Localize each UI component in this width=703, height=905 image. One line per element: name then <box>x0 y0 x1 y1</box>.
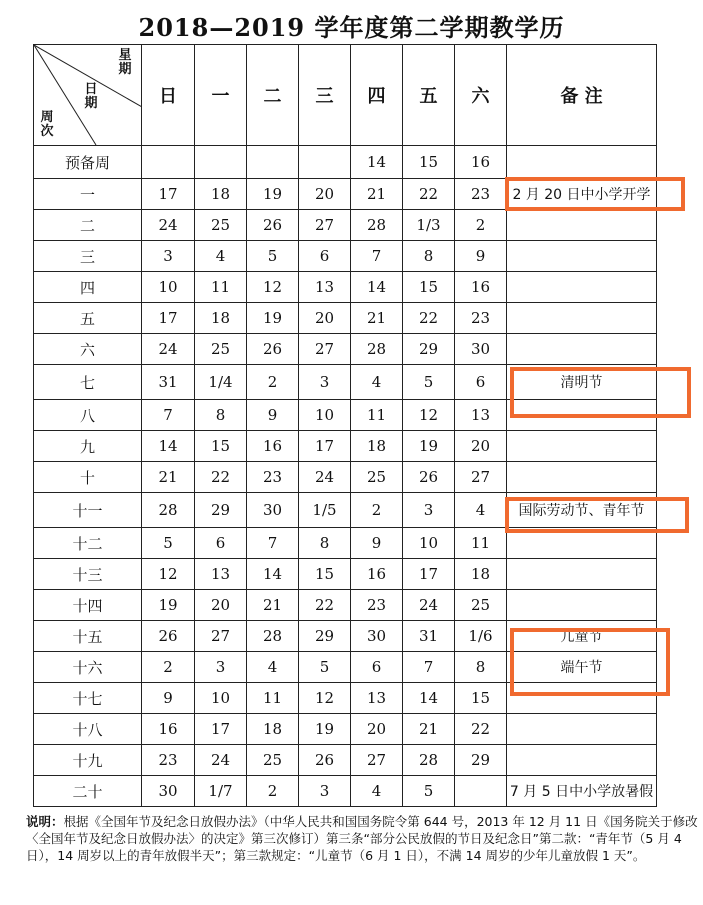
date-cell: 12 <box>247 272 299 303</box>
date-cell: 17 <box>142 179 195 210</box>
date-cell: 27 <box>455 462 507 493</box>
note-cell <box>507 745 657 776</box>
note-cell: 2 月 20 日中小学开学 <box>507 179 657 210</box>
date-cell: 2 <box>142 652 195 683</box>
footnote-text: 根据《全国年节及纪念日放假办法》（中华人民共和国国务院令第 644 号，2013 年 12 月 11 日《国务院关于修改〈全国年节及纪念日放假办法〉的决定》第三次修订）第三条“部分公民放假的节日及纪念日”第二款：“青年节（5 月 4 日），14 周岁以上的青年放假半天”；第三款规定：“儿童节（6 月 1 日），不满 14 周岁的少年儿童放假 1 天”。 <box>26 814 698 863</box>
day-header-fri: 五 <box>403 45 455 146</box>
date-cell: 14 <box>351 146 403 179</box>
date-cell: 14 <box>351 272 403 303</box>
week-label-cell: 十 <box>34 462 142 493</box>
date-cell: 11 <box>455 528 507 559</box>
date-cell: 3 <box>403 493 455 528</box>
date-cell: 13 <box>299 272 351 303</box>
date-cell: 18 <box>351 431 403 462</box>
note-cell <box>507 334 657 365</box>
week-row <box>34 210 657 241</box>
note-cell <box>507 714 657 745</box>
week-row <box>34 714 657 745</box>
day-header-wed: 三 <box>299 45 351 146</box>
date-cell: 7 <box>247 528 299 559</box>
date-cell: 2 <box>247 776 299 807</box>
date-cell: 13 <box>455 400 507 431</box>
date-cell: 16 <box>142 714 195 745</box>
week-row <box>34 241 657 272</box>
date-cell: 25 <box>195 334 247 365</box>
date-cell: 8 <box>299 528 351 559</box>
week-row <box>34 776 657 807</box>
date-cell: 26 <box>299 745 351 776</box>
date-cell <box>455 776 507 807</box>
note-cell <box>507 146 657 179</box>
date-cell: 24 <box>403 590 455 621</box>
highlight-box-children-dragonboat <box>510 628 670 696</box>
day-header-thu: 四 <box>351 45 403 146</box>
note-cell: 端午节 <box>507 652 657 683</box>
week-row <box>34 303 657 334</box>
date-cell: 16 <box>247 431 299 462</box>
date-cell: 22 <box>195 462 247 493</box>
date-cell: 28 <box>403 745 455 776</box>
date-cell: 18 <box>195 179 247 210</box>
week-label-cell: 十七 <box>34 683 142 714</box>
week-row <box>34 745 657 776</box>
date-cell: 17 <box>299 431 351 462</box>
date-cell: 21 <box>351 303 403 334</box>
week-label-cell: 十四 <box>34 590 142 621</box>
week-label-cell: 二 <box>34 210 142 241</box>
date-cell: 20 <box>195 590 247 621</box>
date-cell: 17 <box>403 559 455 590</box>
date-cell: 3 <box>299 365 351 400</box>
date-cell: 21 <box>142 462 195 493</box>
date-cell: 8 <box>455 652 507 683</box>
week-label-cell: 八 <box>34 400 142 431</box>
date-cell: 21 <box>403 714 455 745</box>
date-cell: 10 <box>299 400 351 431</box>
week-label-cell: 十五 <box>34 621 142 652</box>
date-cell: 26 <box>403 462 455 493</box>
date-cell: 4 <box>247 652 299 683</box>
date-cell: 18 <box>455 559 507 590</box>
day-header-sun: 日 <box>142 45 195 146</box>
date-cell: 13 <box>195 559 247 590</box>
date-cell: 23 <box>455 303 507 334</box>
date-cell: 14 <box>247 559 299 590</box>
date-cell: 22 <box>403 179 455 210</box>
week-row <box>34 559 657 590</box>
date-cell: 21 <box>351 179 403 210</box>
date-cell: 1/5 <box>299 493 351 528</box>
week-label-cell: 五 <box>34 303 142 334</box>
date-cell: 24 <box>195 745 247 776</box>
date-cell: 31 <box>142 365 195 400</box>
date-cell: 5 <box>403 365 455 400</box>
week-label-cell: 二十 <box>34 776 142 807</box>
date-cell: 23 <box>455 179 507 210</box>
date-cell: 10 <box>403 528 455 559</box>
date-cell: 1/4 <box>195 365 247 400</box>
date-cell: 5 <box>142 528 195 559</box>
week-label-cell: 十一 <box>34 493 142 528</box>
date-cell: 11 <box>351 400 403 431</box>
note-cell <box>507 462 657 493</box>
date-cell: 17 <box>195 714 247 745</box>
date-cell: 2 <box>247 365 299 400</box>
date-cell: 12 <box>299 683 351 714</box>
date-cell: 30 <box>142 776 195 807</box>
footnote-label: 说明： <box>26 814 64 829</box>
date-cell: 11 <box>247 683 299 714</box>
week-row <box>34 146 657 179</box>
note-cell: 国际劳动节、青年节 <box>507 493 657 528</box>
date-cell: 28 <box>351 334 403 365</box>
date-cell: 16 <box>455 146 507 179</box>
date-cell: 9 <box>455 241 507 272</box>
date-cell: 19 <box>142 590 195 621</box>
day-header-tue: 二 <box>247 45 299 146</box>
date-cell: 29 <box>455 745 507 776</box>
date-cell: 9 <box>247 400 299 431</box>
date-cell: 22 <box>299 590 351 621</box>
date-cell <box>195 146 247 179</box>
header-row <box>34 45 657 146</box>
date-cell: 3 <box>299 776 351 807</box>
date-cell: 15 <box>403 272 455 303</box>
week-row <box>34 590 657 621</box>
date-cell: 6 <box>299 241 351 272</box>
date-cell: 14 <box>142 431 195 462</box>
date-cell: 5 <box>403 776 455 807</box>
date-cell: 13 <box>351 683 403 714</box>
date-cell: 23 <box>142 745 195 776</box>
highlight-box-school-start <box>505 177 685 211</box>
day-header-sat: 六 <box>455 45 507 146</box>
date-cell: 1/6 <box>455 621 507 652</box>
note-cell: 儿童节 <box>507 621 657 652</box>
week-label-cell: 九 <box>34 431 142 462</box>
date-cell: 30 <box>247 493 299 528</box>
date-cell: 5 <box>247 241 299 272</box>
date-cell: 28 <box>142 493 195 528</box>
date-cell: 27 <box>351 745 403 776</box>
week-label-cell: 十六 <box>34 652 142 683</box>
date-cell: 6 <box>195 528 247 559</box>
week-label-cell: 三 <box>34 241 142 272</box>
date-cell: 1/7 <box>195 776 247 807</box>
week-label-cell: 四 <box>34 272 142 303</box>
date-cell: 19 <box>403 431 455 462</box>
date-cell: 7 <box>403 652 455 683</box>
date-cell: 16 <box>455 272 507 303</box>
date-cell: 28 <box>351 210 403 241</box>
week-label-cell: 十二 <box>34 528 142 559</box>
date-cell: 4 <box>195 241 247 272</box>
date-cell: 23 <box>351 590 403 621</box>
date-cell: 12 <box>142 559 195 590</box>
date-cell: 27 <box>299 210 351 241</box>
date-cell <box>247 146 299 179</box>
date-cell: 26 <box>247 334 299 365</box>
date-cell: 25 <box>455 590 507 621</box>
note-cell <box>507 431 657 462</box>
date-cell: 17 <box>142 303 195 334</box>
week-label-cell: 六 <box>34 334 142 365</box>
week-row <box>34 334 657 365</box>
week-row <box>34 431 657 462</box>
date-cell: 4 <box>455 493 507 528</box>
date-cell: 4 <box>351 776 403 807</box>
week-label-cell: 十八 <box>34 714 142 745</box>
date-cell: 6 <box>455 365 507 400</box>
day-header-mon: 一 <box>195 45 247 146</box>
date-cell <box>142 146 195 179</box>
weekday-axis-label: 星期 <box>118 48 132 77</box>
date-cell: 21 <box>247 590 299 621</box>
date-cell: 22 <box>403 303 455 334</box>
date-cell: 26 <box>247 210 299 241</box>
date-cell: 20 <box>299 179 351 210</box>
note-cell: 7 月 5 日中小学放暑假 <box>507 776 657 807</box>
date-cell: 27 <box>195 621 247 652</box>
date-cell: 16 <box>351 559 403 590</box>
date-cell: 7 <box>351 241 403 272</box>
date-cell: 18 <box>195 303 247 334</box>
date-cell: 25 <box>195 210 247 241</box>
date-cell: 2 <box>455 210 507 241</box>
date-cell: 26 <box>142 621 195 652</box>
note-cell <box>507 590 657 621</box>
date-cell: 29 <box>299 621 351 652</box>
date-cell: 1/3 <box>403 210 455 241</box>
date-cell: 4 <box>351 365 403 400</box>
date-cell: 6 <box>351 652 403 683</box>
date-cell: 9 <box>142 683 195 714</box>
date-cell: 7 <box>142 400 195 431</box>
date-cell: 2 <box>351 493 403 528</box>
week-label-cell: 七 <box>34 365 142 400</box>
date-cell: 24 <box>142 334 195 365</box>
note-cell <box>507 210 657 241</box>
date-cell: 3 <box>142 241 195 272</box>
note-cell <box>507 241 657 272</box>
date-cell: 19 <box>247 303 299 334</box>
date-cell: 18 <box>247 714 299 745</box>
date-cell: 29 <box>195 493 247 528</box>
calendar-title: 2018—2019 学年度第二学期教学历 <box>138 13 565 42</box>
date-cell: 20 <box>455 431 507 462</box>
highlight-box-qingming <box>510 367 691 418</box>
footnote <box>26 813 698 864</box>
week-row <box>34 462 657 493</box>
date-cell: 25 <box>247 745 299 776</box>
date-cell: 10 <box>195 683 247 714</box>
date-cell: 31 <box>403 621 455 652</box>
date-cell: 20 <box>351 714 403 745</box>
date-cell: 8 <box>403 241 455 272</box>
date-cell: 10 <box>142 272 195 303</box>
date-cell: 19 <box>247 179 299 210</box>
highlight-box-labor-youth-day <box>505 497 689 533</box>
week-axis-label: 周次 <box>40 110 54 139</box>
date-cell: 20 <box>299 303 351 334</box>
date-cell: 30 <box>455 334 507 365</box>
date-cell: 14 <box>403 683 455 714</box>
date-cell: 24 <box>142 210 195 241</box>
date-cell: 28 <box>247 621 299 652</box>
date-cell: 15 <box>299 559 351 590</box>
week-label-cell: 一 <box>34 179 142 210</box>
date-cell: 8 <box>195 400 247 431</box>
date-cell: 11 <box>195 272 247 303</box>
date-cell: 15 <box>455 683 507 714</box>
week-label-cell: 十九 <box>34 745 142 776</box>
date-cell: 30 <box>351 621 403 652</box>
date-axis-label: 日期 <box>84 82 98 111</box>
notes-header: 备 注 <box>507 45 657 146</box>
corner-header-cell <box>34 45 142 146</box>
week-label-cell: 十三 <box>34 559 142 590</box>
week-row <box>34 272 657 303</box>
date-cell: 24 <box>299 462 351 493</box>
date-cell: 19 <box>299 714 351 745</box>
date-cell: 29 <box>403 334 455 365</box>
note-cell <box>507 559 657 590</box>
date-cell: 15 <box>195 431 247 462</box>
date-cell: 12 <box>403 400 455 431</box>
date-cell: 3 <box>195 652 247 683</box>
date-cell: 23 <box>247 462 299 493</box>
date-cell: 27 <box>299 334 351 365</box>
date-cell: 15 <box>403 146 455 179</box>
note-cell <box>507 272 657 303</box>
date-cell: 25 <box>351 462 403 493</box>
date-cell: 5 <box>299 652 351 683</box>
date-cell: 9 <box>351 528 403 559</box>
date-cell <box>299 146 351 179</box>
note-cell: 清明节 <box>507 365 657 400</box>
week-label-cell: 预备周 <box>34 146 142 179</box>
date-cell: 22 <box>455 714 507 745</box>
note-cell <box>507 303 657 334</box>
